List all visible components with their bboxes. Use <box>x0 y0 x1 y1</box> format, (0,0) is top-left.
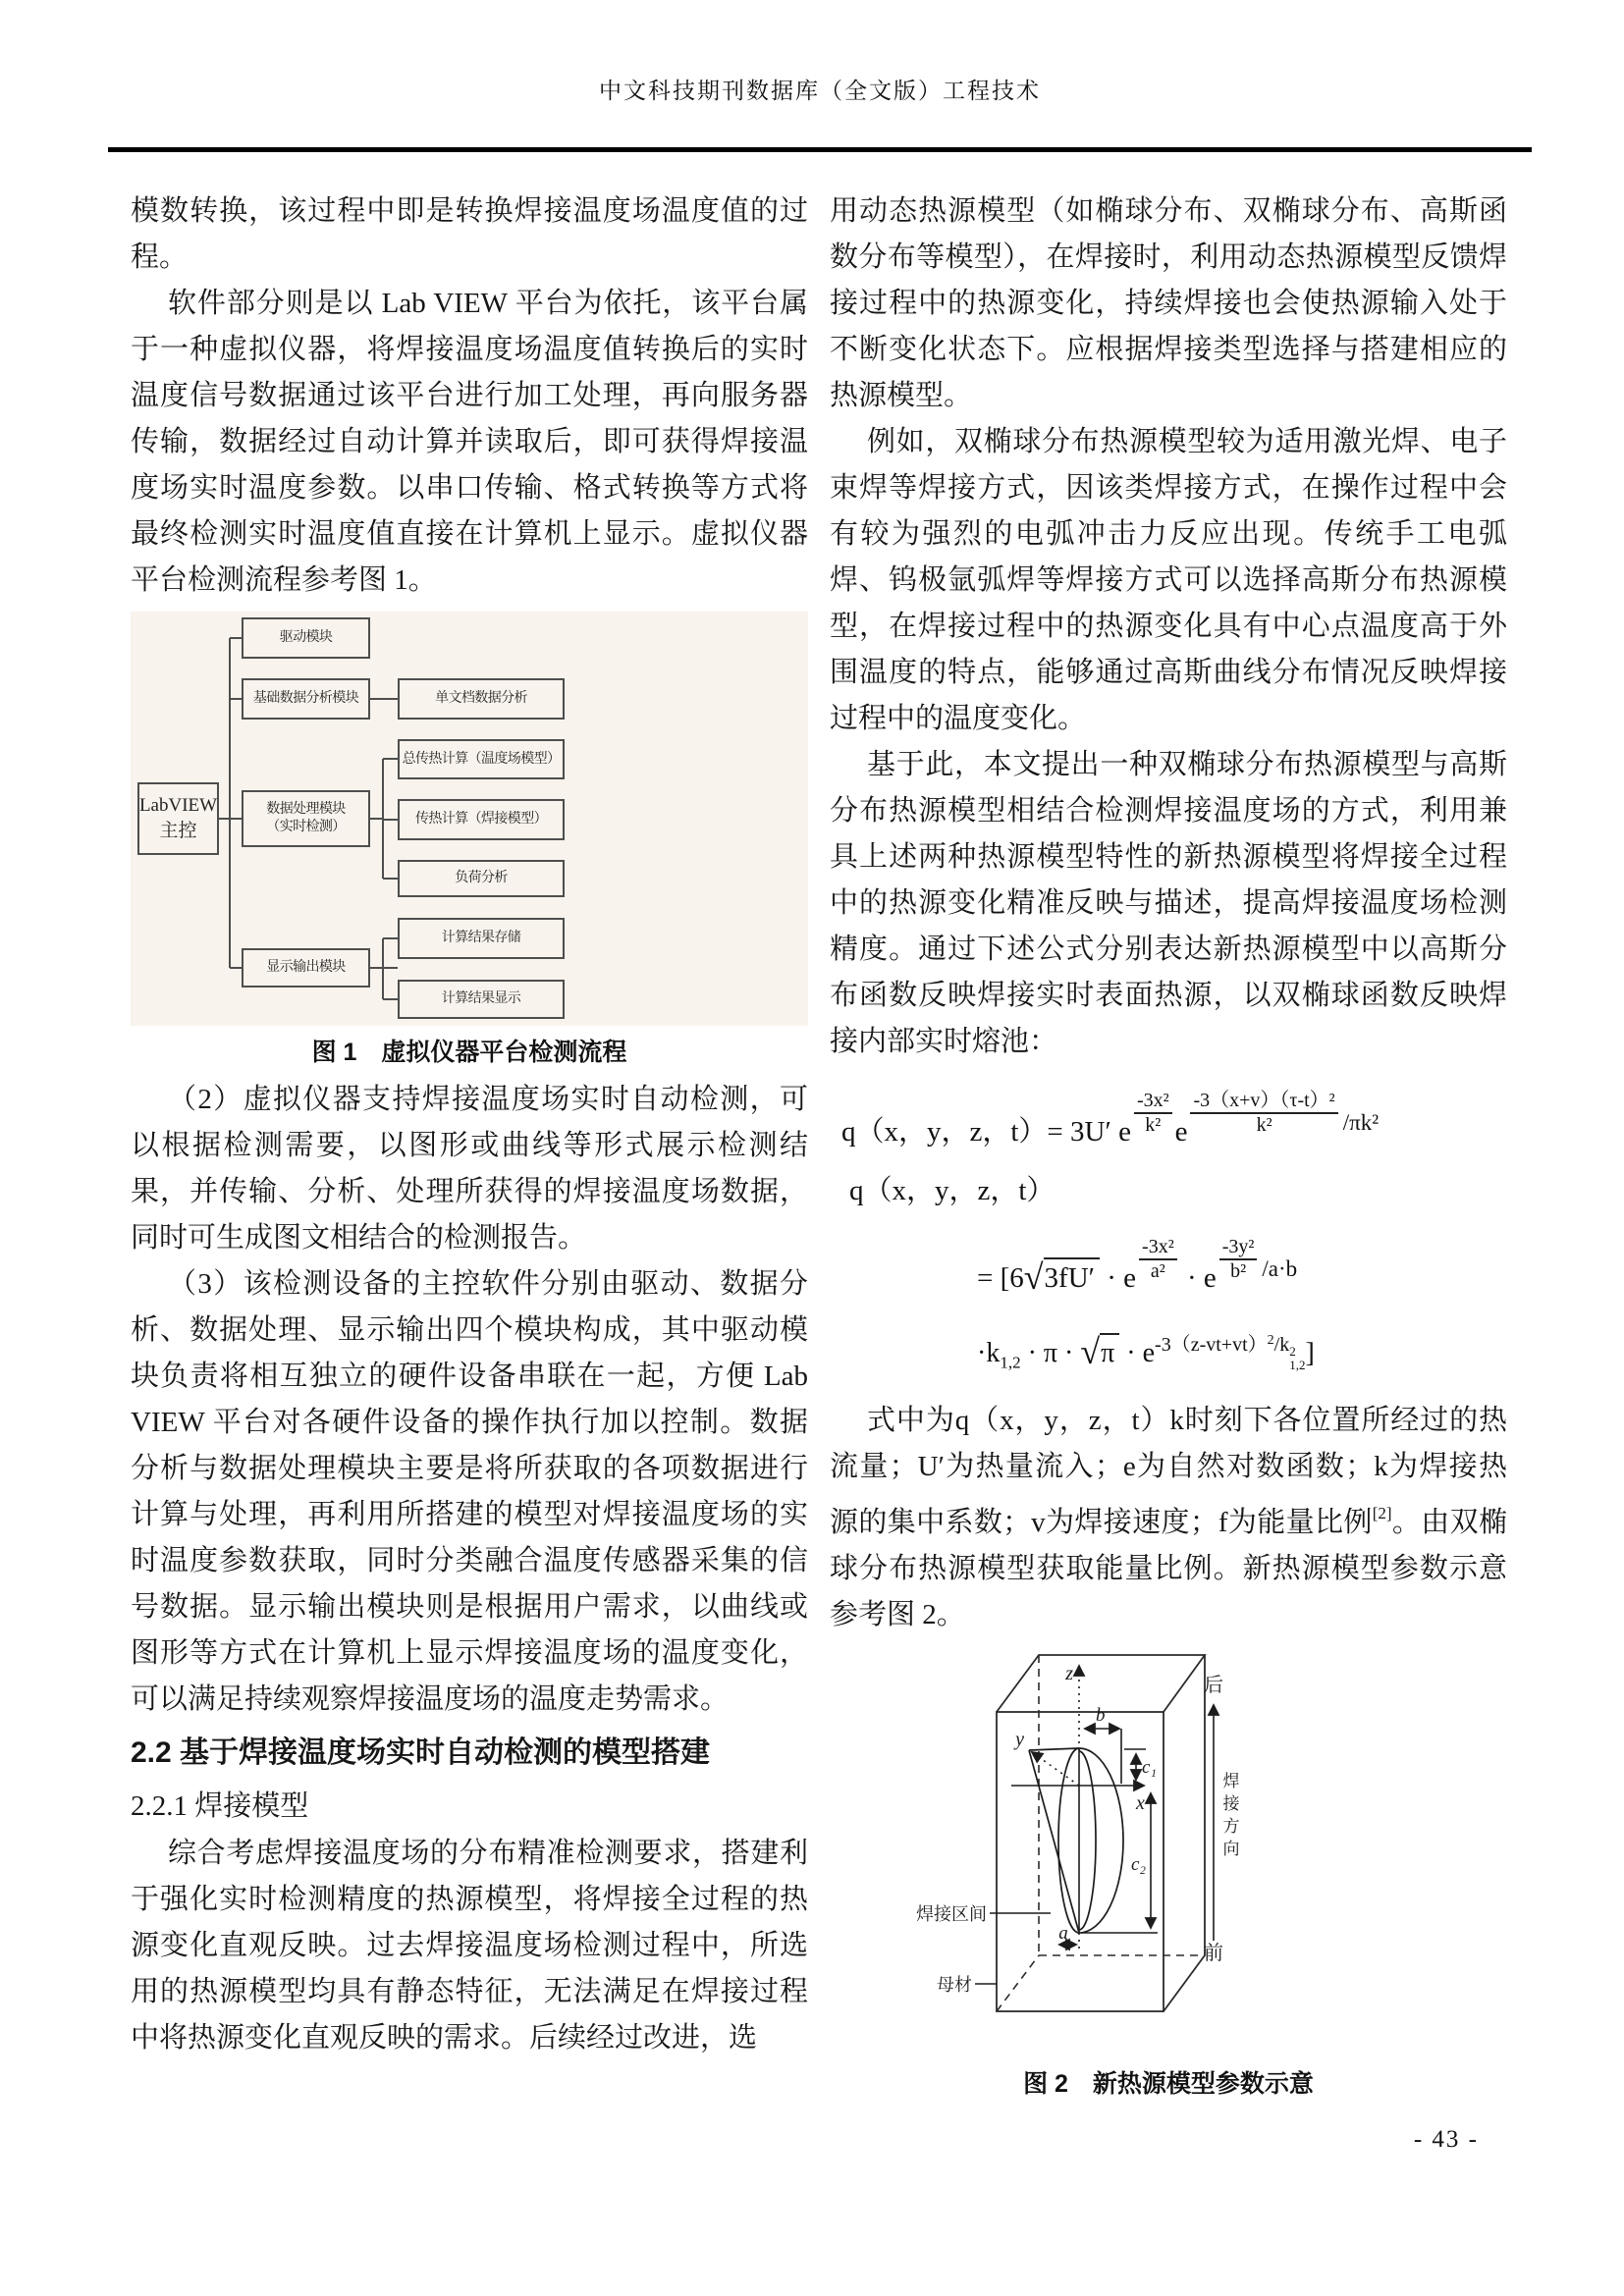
paragraph-p4: （3）该检测设备的主控软件分别由驱动、数据分析、数据处理、显示输出四个模块构成，其中驱动模块负责将相互独立的硬件设备串联在一起，方便 Lab VIEW 平台对各硬件设备的操作执行加以控制。数据分析与数据处理模块主要是将所获取的各项数据进行计算与处理，再利用所搭建的模型对焊接温度场的实时温度参数获取，同时分类融合温度传感器采集的信号数据。显示输出模块则是根据用户需求，以曲线或图形等方式在计算机上显示焊接温度场的温度变化，可以满足持续观察焊接温度场的温度走势需求。 <box>131 1268 808 1715</box>
fig1-node-drive-module: 驱动模块 <box>242 617 370 659</box>
fig2-label-y-axis: y <box>1015 1729 1024 1751</box>
formula-gauss-surface <box>841 1091 1507 1148</box>
fig2-label-c2: c₂ <box>1130 1854 1146 1876</box>
citation-ref-2: [2] <box>1372 1504 1392 1523</box>
formula4-close-bracket: ] <box>1305 1337 1315 1368</box>
formula4-e: · e <box>1119 1337 1156 1368</box>
radical-icon: √ <box>1080 1331 1101 1371</box>
fig2-drawing <box>830 1648 1507 2043</box>
fig2-label-z-axis: z <box>1065 1663 1073 1685</box>
fig1-node-data-processing-line2: （实时检测） <box>266 820 346 834</box>
svg-text:接: 接 <box>1222 1794 1240 1814</box>
column-right <box>830 188 1507 2109</box>
figure-2-caption: 图 2 新热源模型参数示意 <box>1023 2070 1314 2099</box>
fig2-label-base-metal: 母材 <box>937 1975 972 1996</box>
formula4-k-supsub: 2 1,2 <box>1289 1343 1306 1373</box>
formula3-radical: √3fU′ <box>1024 1262 1100 1294</box>
formula4-k-subscript: 1,2 <box>1000 1353 1021 1372</box>
fig1-node-total-heat-calc: 总传热计算（温度场模型） <box>398 739 565 779</box>
paragraph-p3: （2）虚拟仪器支持焊接温度场实时自动检测，可以根据检测需要，以图形或曲线等形式展示检测结果，并传输、分析、处理所获得的焊接温度场数据，同时可生成图文相结合的检测报告。 <box>131 1084 808 1254</box>
fig2-label-c1: c₁ <box>1142 1757 1158 1779</box>
fig1-node-data-processing-line1: 数据处理模块 <box>266 802 346 817</box>
formula-ellipsoid-part1: = [6√3fU′ · e $\frac{\text{-3x²}}{\text{a²}}$ · e $\frac{\text{-3y²}}{\text{b²}}$ $^{/a\cdot b}$ <box>977 1235 1298 1298</box>
figure-1-caption: 图 1 虚拟仪器平台检测流程 <box>311 1039 627 1066</box>
fig1-node-labview-master <box>137 782 219 855</box>
paragraph-p9: 式中为q（x，y，z，t）k时刻下各位置所经过的热流量；U′为热量流入；e为自然对数函数；k为焊接热源的集中系数；v为焊接速度；f为能量比例[2]。由双椭球分布热源模型获取能量比例。新热源模型参数示意参考图 2。 <box>830 1405 1507 1631</box>
svg-text:焊: 焊 <box>1222 1772 1240 1791</box>
formula-ellipsoid-part2: $\cdot k_{1,2} \cdot \pi \cdot √\pi \cdot e^{-3(z-vt+vt)^2/k 2 1,2}$ ] <box>977 1331 1315 1373</box>
formula3-e1: e <box>1123 1262 1137 1295</box>
svg-text:向: 向 <box>1222 1840 1240 1859</box>
fig1-node-data-processing <box>242 790 370 847</box>
fig2-label-weld-zone: 焊接区间 <box>916 1904 987 1925</box>
fig1-node-display-output: 显示输出模块 <box>242 948 370 988</box>
header-rule <box>108 147 1532 152</box>
svg-text:方: 方 <box>1222 1817 1240 1837</box>
fig1-node-labview-line2: 主控 <box>159 821 197 841</box>
journal-header-title: 中文科技期刊数据库（全文版）工程技术 <box>599 79 1041 103</box>
fig1-node-single-doc-analysis: 单文档数据分析 <box>398 678 565 720</box>
fig1-node-load-analysis: 负荷分析 <box>398 860 565 897</box>
formula4-head: ·k <box>977 1337 1001 1368</box>
paragraph-p5: 综合考虑焊接温度场的分布精准检测要求，搭建利于强化实时检测精度的热源模型，将焊接全过程的热源变化直观反映。过去焊接温度场检测过程中，所选用的热源模型均具有静态特征，无法满足在焊接过程中将热源变化直观反映的需求。后续经过改进，选 <box>131 1838 808 2054</box>
figure-1-flowchart <box>131 612 808 1026</box>
formula3-exponent1: $\frac{\text{-3x²}}{\text{a²}}$ <box>1139 1237 1177 1282</box>
fig2-label-weld-direction <box>1223 1772 1240 1858</box>
fig2-label-a: a <box>1058 1923 1068 1945</box>
fig1-node-labview-line1: LabVIEW <box>138 795 218 816</box>
formula1-exponent2: $\frac{\text{-3（x+v）（τ-t）²}}{\text{k²}}$ <box>1190 1091 1337 1136</box>
paragraph-p7: 例如，双椭球分布热源模型较为适用激光焊、电子束焊等焊接方式，因该类焊接方式，在操作过程中会有较为强烈的电弧冲击力反应出现。传统手工电弧焊、钨极氩弧焊等焊接方式可以选择高斯分布热源模型，在焊接过程中的热源变化具有中心点温度高于外围温度的特点，能够通过高斯曲线分布情况反映焊接过程中的温度变化。 <box>830 426 1507 734</box>
formula3-e2: e <box>1203 1262 1217 1295</box>
paragraph-p8: 基于此，本文提出一种双椭球分布热源模型与高斯分布热源模型相结合检测焊接温度场的方式，利用兼具上述两种热源模型特性的新热源模型将焊接全过程中的热源变化精准反映与描述，提高焊接温度场检测精度。通过下述公式分别表达新热源模型中以高斯分布函数反映焊接实时表面热源，以双椭球函数反映焊接内部实时熔池： <box>830 749 1507 1057</box>
figure-2-heat-source-model <box>830 1648 1507 2057</box>
formula1-e1: e <box>1118 1116 1131 1148</box>
fig2-label-b: b <box>1096 1705 1106 1727</box>
formula3-head: = [6 <box>977 1262 1024 1295</box>
fig2-label-back: 后 <box>1204 1675 1223 1697</box>
fig1-node-result-storage: 计算结果存储 <box>398 918 565 959</box>
formula3-tail: /a·b <box>1262 1256 1298 1282</box>
column-left <box>131 188 808 2061</box>
fig2-label-front: 前 <box>1204 1943 1223 1965</box>
formula1-tail: /πk² <box>1342 1110 1380 1136</box>
fig1-node-result-display: 计算结果显示 <box>398 980 565 1019</box>
section-heading-2-2: 2.2 基于焊接温度场实时自动检测的模型搭建 <box>131 1736 711 1769</box>
formula1-e2: e <box>1174 1116 1188 1148</box>
formula4-radical: √π <box>1080 1338 1119 1368</box>
fig2-label-x-axis: x <box>1136 1792 1145 1815</box>
formula-q-lhs: q（x，y，z，t） <box>849 1175 1056 1207</box>
formula4-exponent: -3（z-vt+vt）2/k 2 1,2 <box>1155 1332 1306 1373</box>
formula1-exponent1: $\frac{\text{-3x²}}{\text{k²}}$ <box>1134 1091 1172 1136</box>
formula3-exponent2: $\frac{\text{-3y²}}{\text{b²}}$ <box>1219 1237 1258 1282</box>
radical-icon: √ <box>1023 1257 1044 1298</box>
page-number: - 43 - <box>1413 2126 1479 2153</box>
fig1-node-heat-calc: 传热计算（焊接模型） <box>398 799 565 840</box>
paragraph-p2: 软件部分则是以 Lab VIEW 平台为依托，该平台属于一种虚拟仪器，将焊接温度场温度值转换后的实时温度信号数据通过该平台进行加工处理，再向服务器传输，数据经过自动计算并读取后，即可获得焊接温度场实时温度参数。以串口传输、格式转换等方式将最终检测实时温度值直接在计算机上显示。虚拟仪器平台检测流程参考图 1。 <box>131 288 808 596</box>
formula1-lhs: q（x，y，z，t）= 3U′ <box>841 1116 1119 1148</box>
paragraph-p6: 用动态热源模型（如椭球分布、双椭球分布、高斯函数分布等模型），在焊接时，利用动态热源模型反馈焊接过程中的热源变化，持续焊接也会使热源输入处于不断变化状态下。应根据焊接类型选择与搭建相应的热源模型。 <box>830 195 1507 411</box>
paragraph-p1: 模数转换，该过程中即是转换焊接温度场温度值的过程。 <box>131 195 808 273</box>
fig1-node-basic-data-analysis: 基础数据分析模块 <box>242 678 370 720</box>
subsection-heading-2-2-1: 2.2.1 焊接模型 <box>131 1790 309 1822</box>
